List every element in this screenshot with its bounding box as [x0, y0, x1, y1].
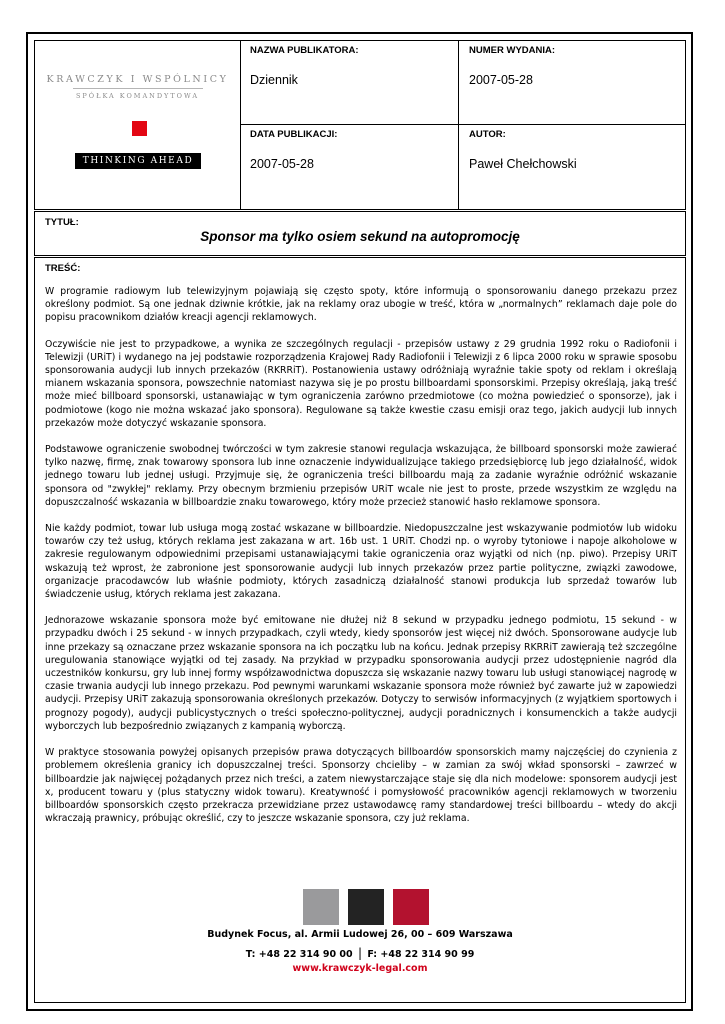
author-value: Paweł Chełchowski — [469, 157, 577, 171]
content-section — [34, 257, 686, 1003]
publication-date-label: DATA PUBLIKACJI: — [250, 129, 338, 140]
footer-website-link[interactable]: www.krawczyk-legal.com — [292, 963, 428, 974]
footer-fax: F: +48 22 314 90 99 — [367, 949, 475, 960]
footer-address: Budynek Focus, al. Armii Ludowej 26, 00 – 609 Warszawa — [207, 929, 513, 940]
article-body — [45, 285, 677, 838]
publisher-label: NAZWA PUBLIKATORA: — [250, 45, 359, 56]
title-section — [34, 211, 686, 256]
publisher-cell — [240, 41, 459, 125]
footer-separator: | — [357, 946, 363, 960]
logo-firm-name: KRAWCZYK I WSPÓLNICY — [46, 74, 229, 85]
gray-square-icon — [303, 889, 339, 925]
logo-tagline: THINKING AHEAD — [75, 153, 201, 169]
author-cell — [459, 125, 685, 209]
paragraph: Jednorazowe wskazanie sponsora może być emitowane nie dłużej niż 8 sekund w przypadku jednego podmiotu, 15 sekund - w przypadku dwóch i 25 sekund - w innych przypadkach, czyli wtedy, kiedy sponsorów jest więcej niż dwóch. Sponsorowane audycje lub inne przekazy są oznaczane przez wskazanie sponsora na ich początku lub na końcu. Jednak przepisy RKRRiT zawierają też szczególne uregulowania stanowiące wyjątki od tej zasady. Na przykład w przypadku sponsorowania audycji przez udostępnienie nagród dla uczestników konkursu, gry lub innej formy współzawodnictwa dopuszcza się wskazanie nazwy towaru lub usługi stanowiącej nagrodę w czasie trwania audycji lub innego przekazu. Pod pewnymi warunkami wskazanie sponsora może również być zawarte już w zapowiedzi audycji. Przepisy URiT zakazują sponsorowania określonych przekazów. Dotyczy to serwisów informacyjnych (z wyjątkiem sportowych i prognozy pogody), audycji publicystycznych o treści społeczno-politycznej, audycji poradnicznych i konsumenckich a także audycji wyborczych lub bezpośrednio związanych z kampanią wyborczą. — [45, 615, 677, 732]
footer-phone: T: +48 22 314 90 00 — [245, 949, 353, 960]
issue-label: NUMER WYDANIA: — [469, 45, 556, 56]
logo-red-square-icon — [132, 121, 147, 136]
content-label: TREŚĆ: — [45, 263, 81, 274]
red-square-icon — [393, 889, 429, 925]
logo-divider — [73, 88, 203, 89]
footer-logo-squares — [303, 889, 429, 925]
paragraph: W praktyce stosowania powyżej opisanych przepisów prawa dotyczących billboardów sponsorskich mamy najczęściej do czynienia z problemem określenia granicy ich dopuszczalnej treści. Sponsorzy chcieliby – w zamian za swój wkład sponsorski – zawrzeć w billboardzie jak najwięcej pożądanych przez nich treści, a zatem niewystarczające staje się dla nich modelowe: sponsorem audycji jest x, producent towaru y (plus statyczny widok towaru). Kreatywność i pomysłowość pracowników agencji reklamowych w tworzeniu billboardów sponsorskich często przekracza przewidziane przez ustawodawcę ramy standardowej treści billboardu – wtedy do akcji wkraczają prawnicy, próbując określić, czy to jeszcze wskazanie sponsora, czy już reklama. — [45, 747, 677, 825]
paragraph: Podstawowe ograniczenie swobodnej twórczości w tym zakresie stanowi regulacja wskazująca, że billboard sponsorski może zawierać tylko nazwę, firmę, znak towarowy sponsora lub inne oznaczenie indywidualizujące takiego przedsiębiorcę lub jego działalność, widok jednego towaru lub jednej usługi. Przyjmuje się, że ograniczenia treści billboardu mają za zadanie wyraźnie odróżnić wskazanie sponsora od "zwykłej" reklamy. Przy obecnym brzmieniu przepisów URiT wcale nie jest to proste, przede wszystkim ze względu na dopuszczalność wskazania w billboardzie znaku towarowego, który może przecież stanowić hasło reklamowe sponsora. — [45, 444, 677, 508]
publication-date-cell — [240, 125, 459, 209]
black-square-icon — [348, 889, 384, 925]
title-label: TYTUŁ: — [45, 217, 79, 228]
logo — [35, 41, 241, 209]
paragraph: W programie radiowym lub telewizyjnym pojawiają się często spoty, które informują o sponsorowaniu danego przekazu przez określony podmiot. Są one jednak dziwnie krótkie, jak na reklamy oraz ubogie w treść, która w „normalnych” reklamach daje pole do popisu pracownikom działów kreacji agencji reklamowych. — [45, 286, 677, 324]
publisher-value: Dziennik — [250, 73, 298, 87]
metadata-header — [34, 40, 686, 210]
paragraph: Oczywiście nie jest to przypadkowe, a wynika ze szczególnych regulacji - przepisów ustawy z 29 grudnia 1992 roku o Radiofonii i Telewizji (URiT) i wydanego na jej podstawie rozporządzenia Krajowej Rady Radiofonii i Telewizji z 6 lipca 2000 roku w sprawie sposobu sponsorowania audycji lub innych przekazów (RKRRiT). Postanowienia ustawy odróżniają wyraźnie takie spoty od reklam i określają mianem wskazania sponsora, powszechnie natomiast nazywa się je po prostu billboardami sponsorskimi. Przepisy określają, jaką treść może mieć billboard sponsorski, ustanawiając w tym ograniczenia zarówno przedmiotowe (co można powiedzieć o sponsorze), jak i podmiotowe (kogo nie można wskazać jako sponsora). Regulowane są także kwestie czasu emisji oraz tego, jakich audycji lub innych przekazów może dotyczyć wskazanie sponsora. — [45, 338, 677, 429]
issue-cell — [459, 41, 685, 125]
paragraph: Nie każdy podmiot, towar lub usługa mogą zostać wskazane w billboardzie. Niedopuszczalne jest wskazywanie podmiotów lub widoku towarów czy też usług, których reklama jest zakazana w art. 16b ust. 1 URiT. Chodzi np. o wyroby tytoniowe i napoje alkoholowe w zakresie regulowanym odpowiednimi przepisami ustanawiającymi takie ograniczenia oraz wyjątki od nich (np. piwo). Przepisy URiT wskazują też wprost, że zabronione jest sponsorowanie audycji lub innych przekazów przez partie polityczne, związki zawodowe, organizacje pracodawców lub właśnie podmioty, których zasadniczą działalność stanowi produkcja lub sprzedaż towarów lub świadczenie usług, których reklama jest zakazana. — [45, 523, 677, 601]
logo-subtitle: SPÓŁKA KOMANDYTOWA — [75, 92, 200, 100]
author-label: AUTOR: — [469, 129, 506, 140]
issue-value: 2007-05-28 — [469, 73, 533, 87]
footer-contact — [35, 946, 685, 960]
article-title: Sponsor ma tylko osiem sekund na autopromocję — [200, 229, 520, 244]
publication-date-value: 2007-05-28 — [250, 157, 314, 171]
